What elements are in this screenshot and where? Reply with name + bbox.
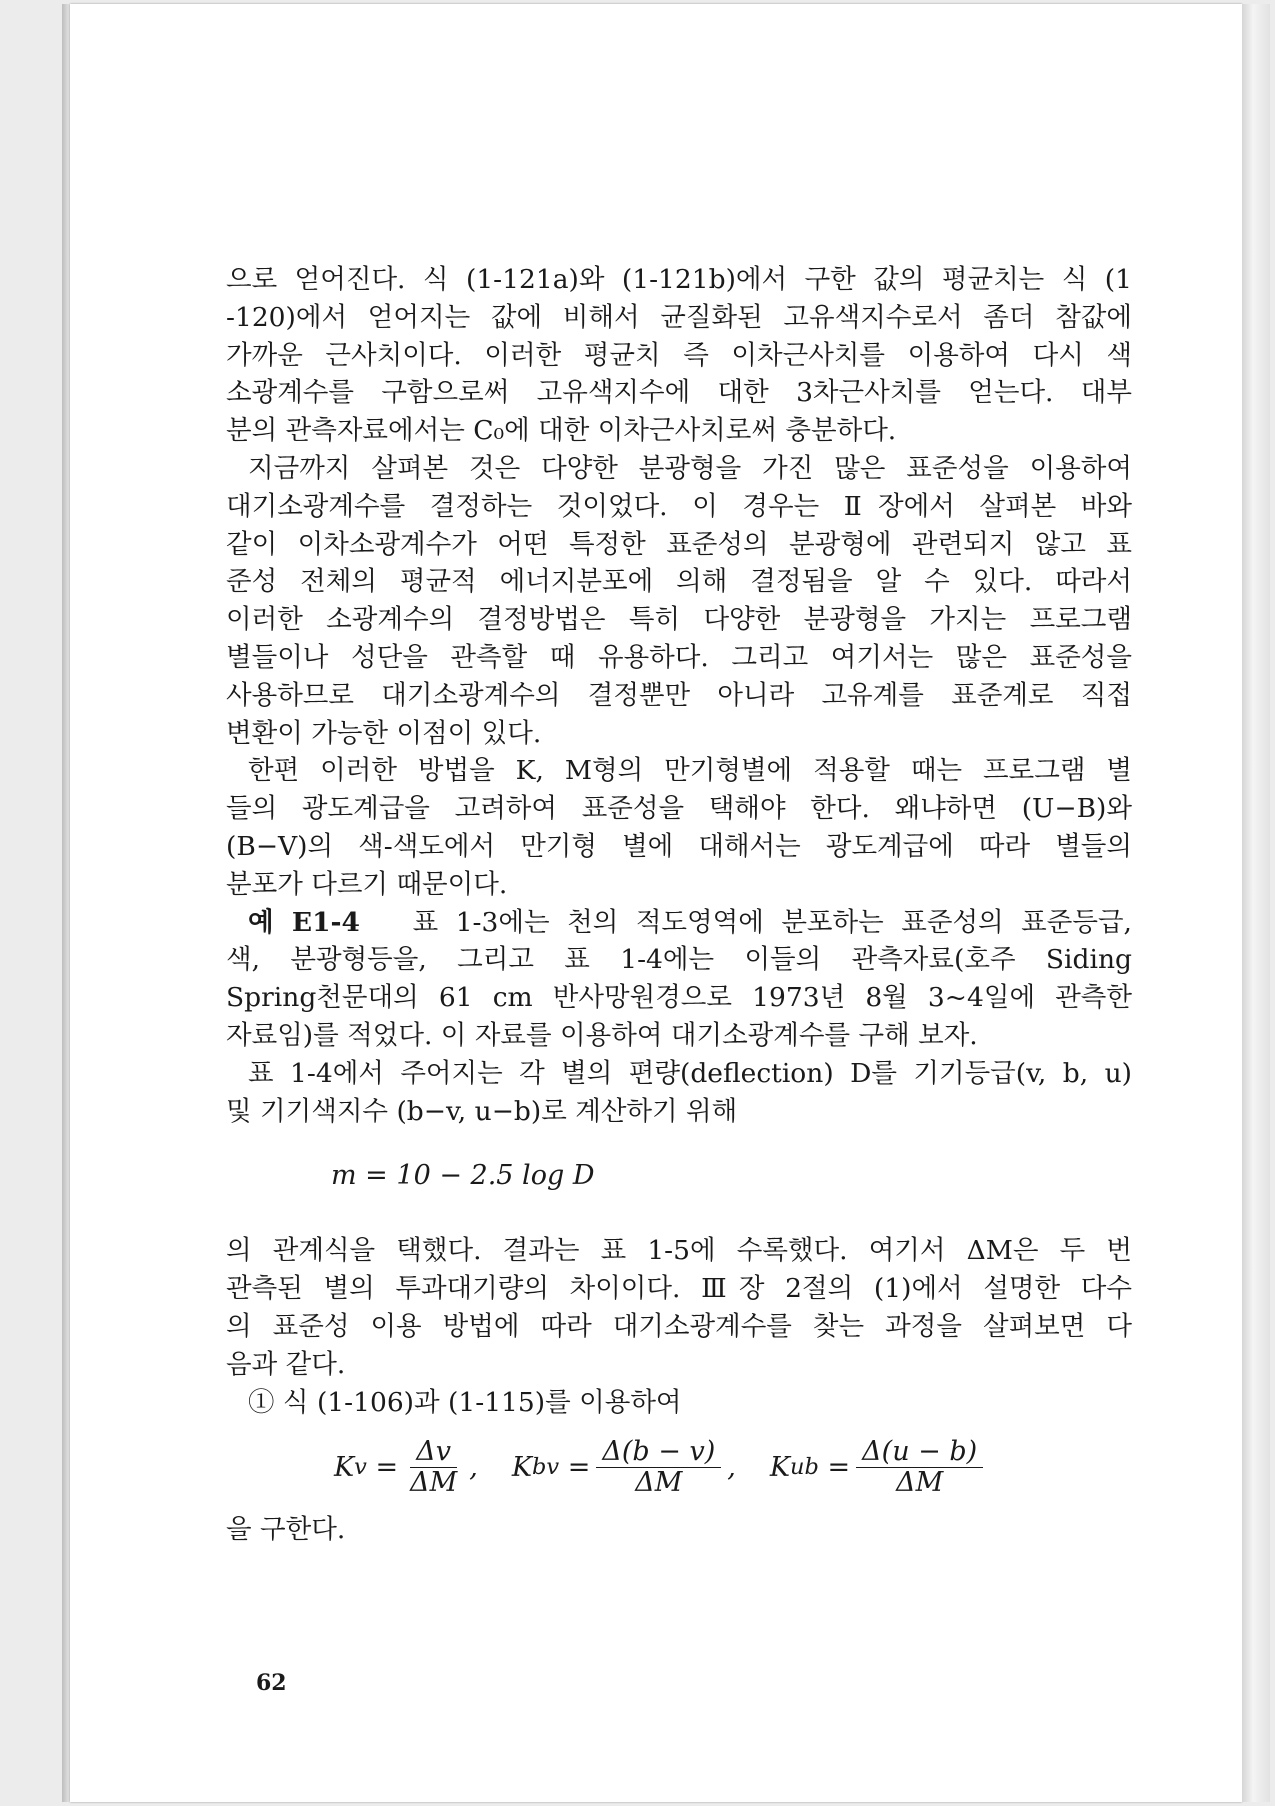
text-line: 으로 얻어진다. 식 (1-121a)와 (1-121b)에서 구한 값의 평균치는 식 (1 xyxy=(226,264,1132,295)
kub-numerator: Δ(u − b) xyxy=(856,1437,983,1468)
example-paragraph xyxy=(226,904,1132,1055)
text-line: 의 관계식을 택했다. 결과는 표 1-5에 수록했다. 여기서 ΔM은 두 번 xyxy=(226,1235,1132,1267)
text-line: 변환이 가능한 이점이 있다. xyxy=(226,717,542,749)
text-line: 및 기기색지수 (b−v, u−b)로 계산하기 위해 xyxy=(226,1095,738,1127)
kub-denominator: ΔM xyxy=(896,1466,944,1498)
text-line: 지금까지 살펴본 것은 다양한 분광형을 가진 많은 표준성을 이용하여 xyxy=(248,452,1132,484)
kbv-fraction xyxy=(596,1437,721,1498)
text-line: 분의 관측자료에서는 C₀에 대한 이차근사치로써 충분하다. xyxy=(226,415,897,447)
text-line: 들의 광도계급을 고려하여 표준성을 택해야 한다. 왜냐하면 (U−B)와 xyxy=(226,793,1132,825)
text-line: 의 표준성 이용 방법에 따라 대기소광계수를 찾는 과정을 살펴보면 다 xyxy=(226,1310,1132,1342)
kbv-lhs: K xyxy=(511,1451,533,1483)
page-right-edge xyxy=(1242,4,1270,1802)
text-line: 자료임)를 적었다. 이 자료를 이용하여 대기소광계수를 구해 보자. xyxy=(226,1019,978,1051)
page-body xyxy=(226,261,1132,1549)
text-line: Spring천문대의 61 cm 반사망원경으로 1973년 8월 3~4일에 관측한 xyxy=(226,982,1132,1014)
kv-denominator: ΔM xyxy=(410,1466,458,1498)
equation-kbv: K bv = $\frac{\Delta(b - v)}{\Delta M}$ , xyxy=(511,1435,736,1498)
kv-numerator: Δv xyxy=(410,1437,457,1468)
text-line: 대기소광계수를 결정하는 것이었다. 이 경우는 Ⅱ장에서 살펴본 바와 xyxy=(226,490,1132,522)
page-number: 62 xyxy=(256,1670,287,1696)
text-line: ① 식 (1-106)과 (1-115)를 이용하여 xyxy=(248,1386,682,1418)
text-line: 사용하므로 대기소광계수의 결정뿐만 아니라 고유계를 표준계로 직접 xyxy=(226,679,1132,711)
text-line: 음과 같다. xyxy=(226,1348,346,1380)
kub-lhs: K xyxy=(769,1451,791,1483)
text-line: 가까운 근사치이다. 이러한 평균치 즉 이차근사치를 이용하여 다시 색 xyxy=(226,339,1132,371)
paragraph-2 xyxy=(226,450,1132,752)
magnitude-equation: m = 10 − 2.5 log D xyxy=(331,1160,595,1192)
text-line: 같이 이차소광계수가 어떤 특정한 표준성의 분광형에 관련되지 않고 표 xyxy=(226,528,1132,560)
kub-fraction xyxy=(856,1437,983,1498)
coefficient-equations xyxy=(334,1431,1132,1503)
paragraph-5 xyxy=(226,1055,1132,1131)
kbv-numerator: Δ(b − v) xyxy=(596,1437,721,1468)
paragraph-8 xyxy=(226,1511,1132,1549)
text-line: 색, 분광형등을, 그리고 표 1-4에는 이들의 관측자료(호주 Siding xyxy=(226,944,1132,976)
kv-fraction xyxy=(404,1437,463,1498)
text-line: 이러한 소광계수의 결정방법은 특히 다양한 분광형을 가지는 프로그램 xyxy=(226,604,1132,636)
kbv-subscript: bv xyxy=(532,1454,560,1481)
equation-kub: K ub = $\frac{\Delta(u - b)}{\Delta M}$ xyxy=(770,1437,989,1498)
paragraph-6 xyxy=(226,1232,1132,1383)
text-line xyxy=(226,904,1132,942)
text-line: 별들이나 성단을 관측할 때 유용하다. 그리고 여기서는 많은 표준성을 xyxy=(226,641,1132,673)
text-line: 소광계수를 구함으로써 고유색지수에 대한 3차근사치를 얻는다. 대부 xyxy=(226,377,1132,409)
paragraph-7 xyxy=(226,1384,1132,1422)
text-line: 준성 전체의 평균적 에너지분포에 의해 결정됨을 알 수 있다. 따라서 xyxy=(226,566,1132,598)
text-line: 관측된 별의 투과대기량의 차이이다. Ⅲ장 2절의 (1)에서 설명한 다수 xyxy=(226,1273,1132,1305)
kub-subscript: ub xyxy=(790,1454,819,1481)
kbv-denominator: ΔM xyxy=(635,1466,683,1498)
text-line: -120)에서 얻어지는 값에 비해서 균질화된 고유색지수로서 좀더 참값에 xyxy=(226,301,1132,333)
text-line: (B−V)의 색-색도에서 만기형 별에 대해서는 광도계급에 따라 별들의 xyxy=(226,830,1132,862)
text-line: 을 구한다. xyxy=(226,1514,346,1546)
paragraph-1 xyxy=(226,261,1132,450)
kv-lhs: K xyxy=(334,1451,355,1483)
example-text: 표 1-3에는 천의 적도영역에 분포하는 표준성의 표준등급, xyxy=(412,906,1132,938)
text-line: 한편 이러한 방법을 K, M형의 만기형별에 적용할 때는 프로그램 별 xyxy=(248,755,1132,787)
paragraph-3 xyxy=(226,752,1132,903)
text-line: 표 1-4에서 주어지는 각 별의 편량(deflection) D를 기기등급(v, b, u) xyxy=(248,1057,1132,1089)
equation-kv: K v = $\frac{\Delta v}{\Delta M}$ , xyxy=(334,1435,478,1498)
kv-subscript: v xyxy=(354,1454,367,1481)
example-label: 예 E1-4 xyxy=(248,906,360,938)
text-line: 분포가 다르기 때문이다. xyxy=(226,868,508,900)
